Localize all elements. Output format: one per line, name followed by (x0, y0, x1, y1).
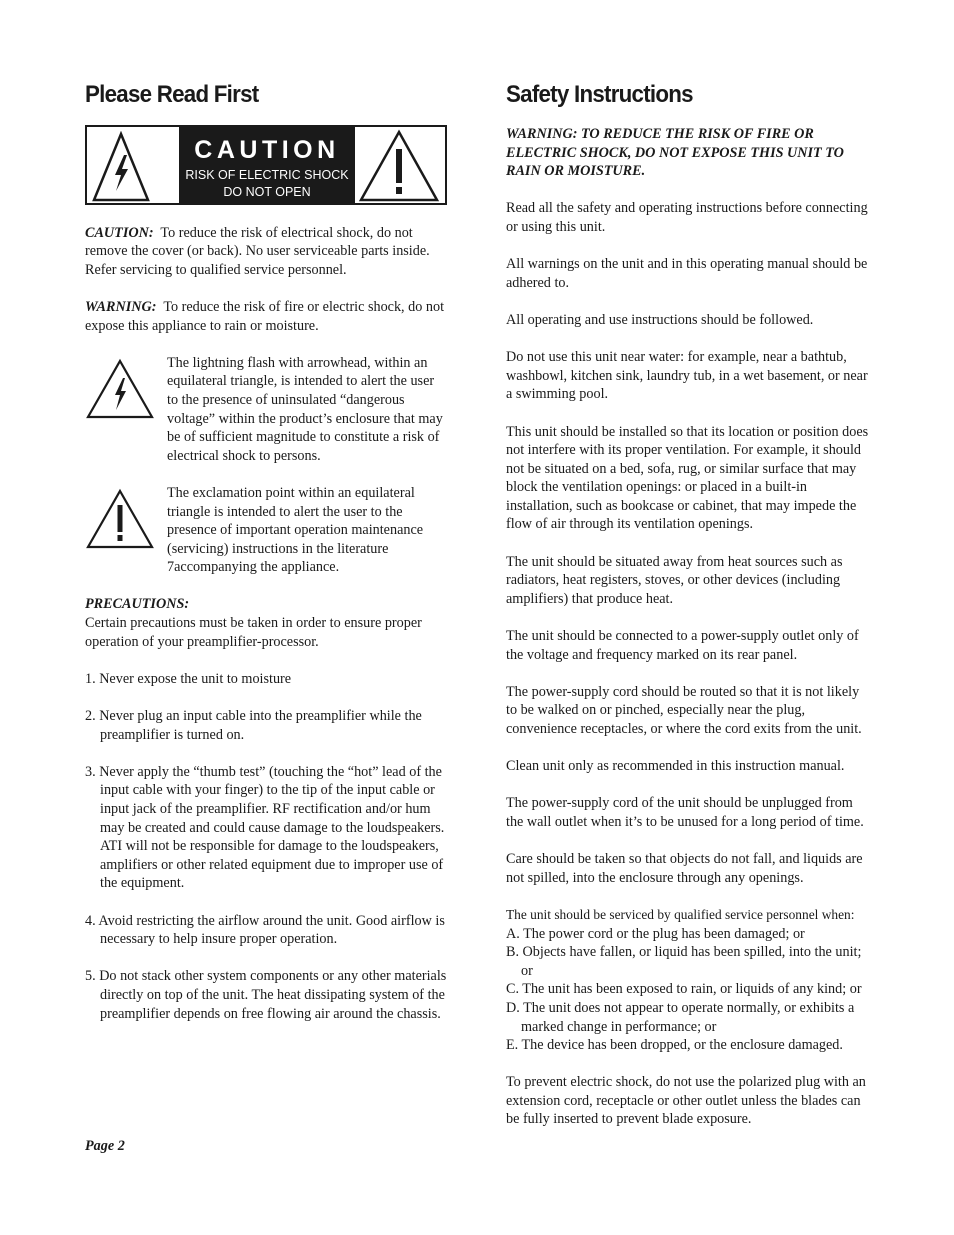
exclamation-text: The exclamation point within an equilateral triangle is intended to alert the user to the presence of important operation maintenance (servicing) instructions in the literature 7accompanying the appliance. (167, 484, 424, 576)
safety-paragraph: The power-supply cord of the unit should be unplugged from the wall outlet when it’s to be unused for a long period of time. (506, 795, 864, 830)
safety-warning: WARNING: TO REDUCE THE RISK OF FIRE OR ELECTRIC SHOCK, DO NOT EXPOSE THIS UNIT TO RAIN OR MOISTURE. (506, 126, 844, 180)
lightning-explanation (85, 354, 447, 466)
caution-paragraph (85, 224, 447, 280)
warning-text: To reduce the risk of fire or electric shock, do not expose this appliance to rain or moisture. (85, 298, 445, 334)
warning-lead: WARNING: (85, 298, 157, 315)
precautions-list (85, 670, 447, 1023)
precautions-heading: PRECAUTIONS: (85, 596, 190, 613)
exclamation-explanation (85, 484, 447, 577)
please-read-first-title: Please Read First (85, 81, 259, 108)
right-column (506, 78, 870, 1129)
list-item: 3. Never apply the “thumb test” (touching the “hot” lead of the input cable with your finger) to the tip of the input cable or input jack of the preamplifier. RF rectification and/or hum may be created and could cause damage to the loudspeakers. ATI will not be responsible for damage to the loudspeakers, amplifiers or other related equipment due to improper use of the equipment. (85, 763, 445, 892)
list-item: B. Objects have fallen, or liquid has been spilled, into the unit; or (506, 944, 862, 979)
list-item: E. The device has been dropped, or the enclosure damaged. (506, 1037, 843, 1054)
caution-label (85, 125, 447, 205)
list-item: D. The unit does not appear to operate normally, or exhibits a marked change in performance; or (506, 999, 855, 1035)
caution-sub-line-2: DO NOT OPEN (223, 185, 311, 199)
list-item: 4. Avoid restricting the airflow around the unit. Good airflow is necessary to help insure proper operation. (85, 912, 445, 948)
polarized-plug-paragraph: To prevent electric shock, do not use the polarized plug with an extension cord, receptacle or other outlet unless the blades can be fully inserted to prevent blade exposure. (506, 1074, 866, 1128)
safety-paragraph: This unit should be installed so that its location or position does not interfere with its proper ventilation. For example, it should not be situated on a bed, sofa, rug, or similar surface that may block the ventilation openings: or placed in a built-in installation, such as bookcase or cabinet, that may impede the flow of air through its ventilation openings. (506, 423, 869, 533)
safety-paragraph: Care should be taken so that objects do not fall, and liquids are not spilled, into the enclosure through any openings. (506, 851, 863, 886)
page-number: Page 2 (85, 1138, 125, 1154)
safety-paragraph: The unit should be connected to a power-supply outlet only of the voltage and frequency marked on its rear panel. (506, 628, 859, 663)
list-item: 5. Do not stack other system components or any other materials directly on top of the unit. The heat dissipating system of the preamplifier depends on free flowing air around the chassis. (85, 968, 447, 1022)
exclamation-point-icon (85, 488, 155, 550)
safety-paragraph: The unit should be situated away from heat sources such as radiators, heat registers, stoves, or other devices (including amplifiers) that produce heat. (506, 553, 843, 607)
service-conditions (506, 906, 870, 1055)
list-item: A. The power cord or the plug has been damaged; or (506, 925, 805, 942)
lightning-text: The lightning flash with arrowhead, within an equilateral triangle, is intended to alert the user to the presence of uninsulated “dangerous voltage” within the product’s enclosure that may be of sufficient magnitude to constitute a risk of electrical shock to persons. (167, 354, 443, 464)
service-intro: The unit should be serviced by qualified service personnel when: (506, 906, 855, 922)
safety-paragraph: All warnings on the unit and in this operating manual should be adhered to. (506, 256, 868, 291)
lightning-triangle-icon (91, 131, 151, 203)
caution-word: CAUTION (194, 136, 340, 164)
caution-text: To reduce the risk of electrical shock, do not remove the cover (or back). No user serviceable parts inside. Refer servicing to qualified service personnel. (85, 224, 430, 278)
safety-paragraph: All operating and use instructions should be followed. (506, 311, 814, 328)
left-column (85, 78, 447, 1023)
safety-instructions-title: Safety Instructions (506, 81, 693, 108)
safety-paragraph: Clean unit only as recommended in this instruction manual. (506, 758, 845, 775)
list-item: C. The unit has been exposed to rain, or liquids of any kind; or (506, 981, 862, 998)
safety-paragraph: Read all the safety and operating instructions before connecting or using this unit. (506, 200, 868, 235)
lightning-flash-icon (85, 358, 155, 420)
caution-sub-line-1: RISK OF ELECTRIC SHOCK (185, 168, 349, 182)
list-item: 1. Never expose the unit to moisture (85, 670, 292, 687)
precautions-intro: Certain precautions must be taken in order to ensure proper operation of your preamplifier-processor. (85, 615, 422, 650)
caution-lead: CAUTION: (85, 224, 154, 241)
safety-paragraph: The power-supply cord should be routed so that it is not likely to be walked on or pinched, especially near the plug, convenience receptacles, or where the cord exits from the unit. (506, 683, 862, 737)
list-item: 2. Never plug an input cable into the preamplifier while the preamplifier is turned on. (85, 708, 422, 743)
caution-panel (179, 127, 355, 203)
safety-paragraph: Do not use this unit near water: for example, near a bathtub, washbowl, kitchen sink, laundry tub, in a wet basement, or near a swimming pool. (506, 349, 868, 403)
warning-paragraph (85, 298, 447, 335)
exclamation-triangle-icon (357, 129, 441, 203)
